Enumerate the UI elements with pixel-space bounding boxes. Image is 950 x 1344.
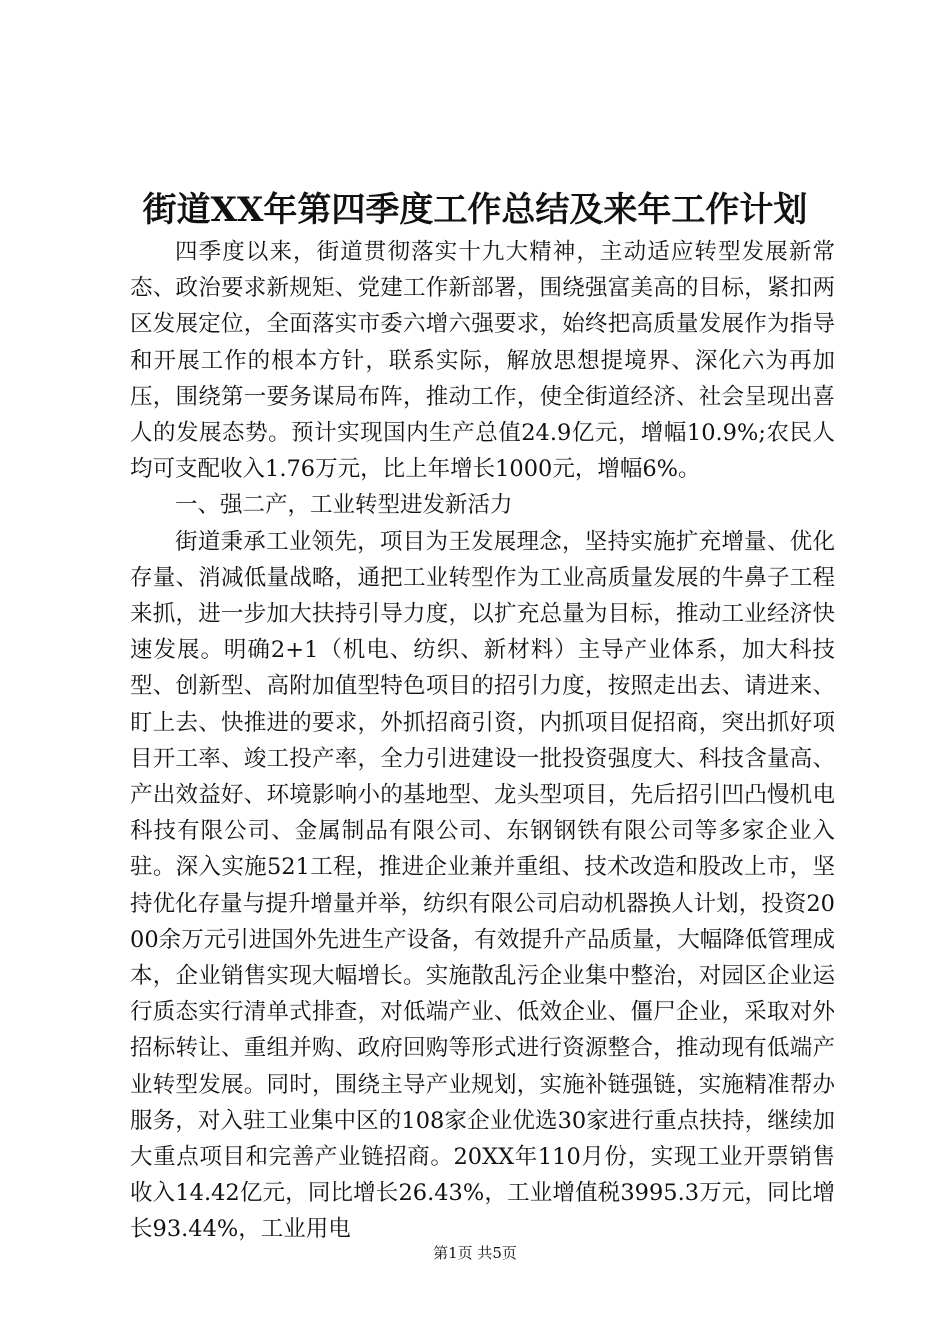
page-number: 第1页 共5页: [433, 1244, 517, 1262]
section-heading: 一、强二产，工业转型进发新活力: [175, 492, 513, 519]
intro-paragraph: 四季度以来，街道贯彻落实十九大精神，主动适应转型发展新常态、政治要求新规矩、党建工作新部署，围绕强富美高的目标，紧扣两区发展定位，全面落实市委六增六强要求，始终把高质量发展作为指导和开展工作的根本方针，联系实际，解放思想提境界、深化六为再加压，围绕第一要务谋局布阵，推动工作，使全街道经济、社会呈现出喜人的发展态势。预计实现国内生产总值24.9亿元，增幅10.9%;农民人均可支配收入1.76万元，比上年增长1000元，增幅6%。: [130, 239, 835, 483]
document-title: 街道XX年第四季度工作总结及来年工作计划: [142, 190, 808, 230]
document-body: [130, 234, 835, 1248]
section-paragraph: 街道秉承工业领先，项目为王发展理念，坚持实施扩充增量、优化存量、消减低量战略，通把工业转型作为工业高质量发展的牛鼻子工程来抓，进一步加大扶持引导力度，以扩充总量为目标，推动工业经济快速发展。明确2+1（机电、纺织、新材料）主导产业体系，加大科技型、创新型、高附加值型特色项目的招引力度，按照走出去、请进来、盯上去、快推进的要求，外抓招商引资，内抓项目促招商，突出抓好项目开工率、竣工投产率，全力引进建设一批投资强度大、科技含量高、产出效益好、环境影响小的基地型、龙头型项目，先后招引凹凸慢机电科技有限公司、金属制品有限公司、东钢钢铁有限公司等多家企业入驻。深入实施521工程，推进企业兼并重组、技术改造和股改上市，坚持优化存量与提升增量并举，纺织有限公司启动机器换人计划，投资2000余万元引进国外先进生产设备，有效提升产品质量，大幅降低管理成本，企业销售实现大幅增长。实施散乱污企业集中整治，对园区企业运行质态实行清单式排查，对低端产业、低效企业、僵尸企业，采取对外招标转让、重组并购、政府回购等形式进行资源整合，推动现有低端产业转型发展。同时，围绕主导产业规划，实施补链强链，实施精准帮办服务，对入驻工业集中区的108家企业优选30家进行重点扶持，继续加大重点项目和完善产业链招商。20XX年110月份，实现工业开票销售收入14.42亿元，同比增长26.43%，工业增值税3995.3万元，同比增长93.44%，工业用电: [130, 528, 835, 1243]
